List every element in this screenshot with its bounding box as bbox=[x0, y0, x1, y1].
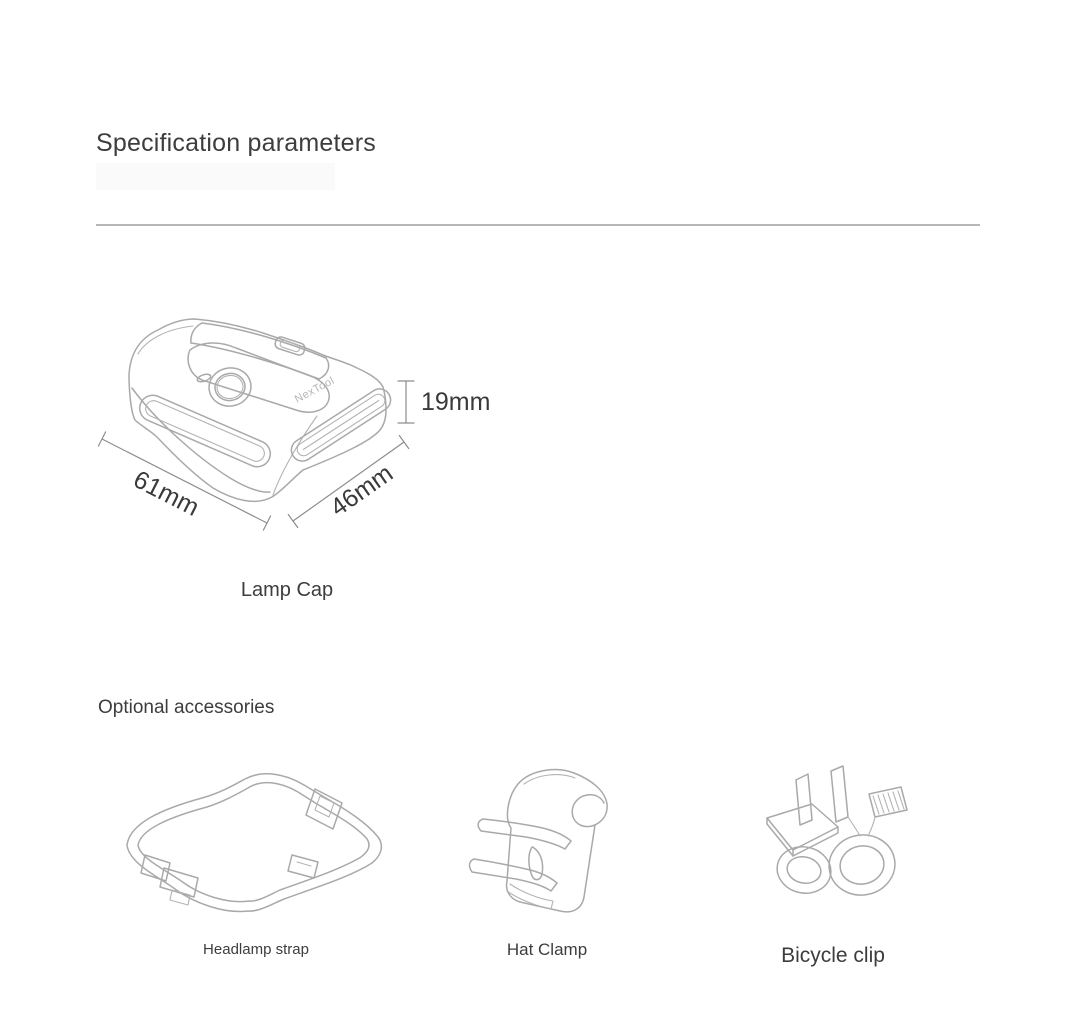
headlamp-strap-drawing bbox=[112, 765, 397, 937]
bicycle-clip-platform bbox=[767, 804, 838, 856]
brand-mark: NexTool bbox=[292, 374, 337, 406]
dimension-depth-label: 46mm bbox=[325, 459, 399, 522]
bicycle-clip-rings bbox=[773, 830, 900, 901]
lamp-lens bbox=[206, 365, 254, 410]
heading-underlay bbox=[96, 163, 335, 190]
lamp-cylinder-top bbox=[202, 323, 326, 358]
bicycle-clip-middle-fin bbox=[831, 766, 848, 822]
accessory-label-hat-clamp: Hat Clamp bbox=[506, 940, 588, 959]
bicycle-clip-flap bbox=[869, 787, 907, 817]
bicycle-clip-left-fin bbox=[796, 774, 812, 825]
bicycle-clip-stem-right bbox=[868, 817, 875, 836]
lamp-top-panel bbox=[188, 343, 329, 412]
accessories-heading: Optional accessories bbox=[98, 697, 275, 718]
strap-inner-band bbox=[138, 783, 369, 902]
accessory-label-headlamp-strap: Headlamp strap bbox=[203, 941, 309, 958]
lamp-front-slot bbox=[136, 391, 275, 471]
hat-clamp-drawing bbox=[468, 764, 618, 932]
strap-outer-band bbox=[127, 774, 381, 912]
dimension-height-label: 19mm bbox=[421, 388, 491, 416]
hat-clamp-top-fold bbox=[524, 775, 575, 784]
lamp-body-outline bbox=[129, 319, 386, 501]
product-label: Lamp Cap bbox=[240, 579, 334, 601]
strap-left-buckle bbox=[141, 855, 198, 905]
accessory-label-bicycle-clip: Bicycle clip bbox=[781, 944, 885, 967]
lamp-cap-drawing bbox=[98, 292, 418, 560]
lamp-rim-line bbox=[138, 326, 193, 354]
strap-middle-clasp bbox=[288, 855, 318, 878]
page-title: Specification parameters bbox=[96, 129, 376, 157]
hat-clamp-center-tab bbox=[529, 847, 543, 880]
lamp-corner-seam bbox=[273, 416, 317, 495]
strap-right-buckle bbox=[306, 789, 342, 829]
bicycle-clip-drawing bbox=[755, 758, 923, 926]
bicycle-clip-stem-left bbox=[848, 817, 860, 836]
dimension-height-lines bbox=[398, 381, 414, 423]
dimension-width-label: 61mm bbox=[128, 465, 204, 522]
hat-clamp-upper-prong bbox=[478, 819, 571, 849]
section-divider bbox=[96, 224, 980, 226]
